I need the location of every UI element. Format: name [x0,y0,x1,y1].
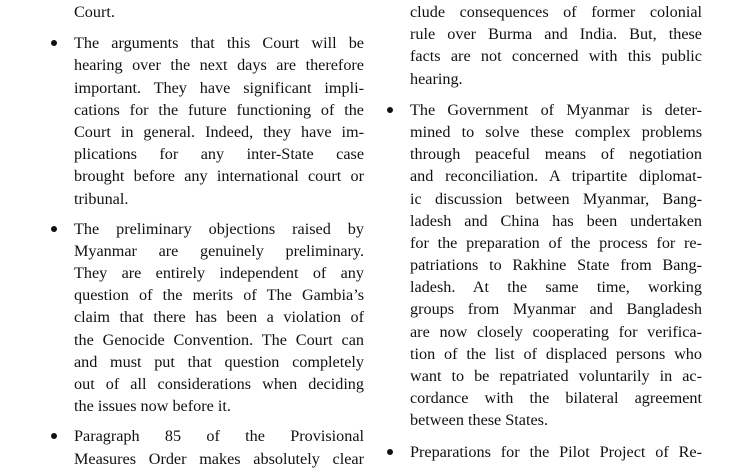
text-line: cordance with the bilateral agreement [410,389,702,408]
text-line: and reconciliation. A tripartite diplomat- [410,167,702,186]
text-line: out of all considerations when deciding [74,375,364,393]
text-line: groups from Myanmar and Bangladesh [410,300,702,319]
bullet-paragraph [374,441,702,463]
text-line: They are entirely independent of any [74,264,364,283]
text-line: brought before any international court or [74,167,364,186]
text-line: clude consequences of former colonial [410,3,702,21]
paragraph-continuation [374,1,702,90]
bullet-dot-icon [51,433,57,439]
text-line: The arguments that this Court will be [74,34,364,53]
bullet-dot-icon [51,40,57,46]
text-line: are now closely cooperating for verifica- [410,322,702,341]
bullet-paragraph [374,99,702,432]
text-line: The preliminary objections raised by [74,219,364,238]
text-line: hearing over the next days are therefore [74,56,364,75]
text-line: patriations to Rakhine State from Bang- [410,256,702,275]
paragraph-continuation [38,1,364,23]
text-line: Preparations for the Pilot Project of Re- [410,442,702,461]
text-line: Myanmar are genuinely preliminary. [74,241,364,260]
text-line: facts are not concerned with this public [410,47,702,66]
text-line: mined to solve these complex problems [410,122,702,141]
bullet-dot-icon [387,107,393,113]
text-line: claim that there has been a violation of [74,308,364,327]
text-line: plications for any inter-State case [74,145,364,164]
text-line: want to be repatriated voluntarily in ac- [410,367,702,385]
text-line: cations for the future functioning of the [74,100,364,119]
text-line: Paragraph 85 of the Provisional [74,427,364,446]
text-line: ladesh and China has been undertaken [410,211,702,230]
text-line: the issues now before it. [74,397,231,416]
text-line: Court. [74,3,115,21]
text-line: the Genocide Convention. The Court can [74,330,364,349]
bullet-paragraph [38,425,364,469]
text-line: The Government of Myanmar is deter- [410,100,702,119]
bullet-paragraph [38,218,364,418]
bullet-paragraph [38,32,364,210]
text-line: ladesh. At the same time, working [410,278,702,297]
text-line: and must put that question completely [74,352,364,371]
text-line: Measures Order makes absolutely clear [74,449,364,468]
text-line: ic discussion between Myanmar, Bang- [410,189,702,208]
text-line: tion of the list of displaced persons who [410,344,702,363]
text-line: important. They have significant impli- [74,78,364,97]
right-column [374,1,702,463]
bullet-dot-icon [51,226,57,232]
text-line: through peaceful means of negotiation [410,145,702,164]
text-line: between these States. [410,411,548,430]
left-column [38,1,364,470]
text-line: question of the merits of The Gambia’s [74,286,364,305]
text-line: hearing. [410,69,463,88]
text-line: for the preparation of the process for re- [410,233,702,252]
text-line: rule over Burma and India. But, these [410,25,702,44]
text-line: tribunal. [74,189,129,208]
bullet-dot-icon [387,449,393,455]
text-line: Court in general. Indeed, they have im- [74,122,364,141]
